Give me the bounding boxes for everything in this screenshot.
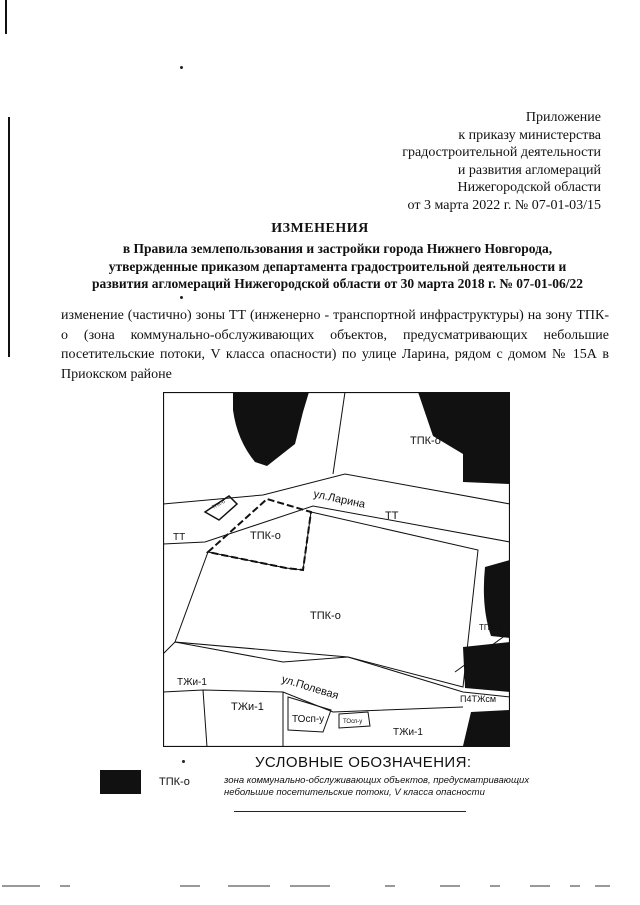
zone-label-tiny-tpk: ТПК-о: [211, 498, 227, 511]
subtitle-line: утвержденные приказом департамента градостроительной деятельности и: [108, 258, 567, 274]
zone-label-p4tzhsm: П4ТЖсм: [460, 694, 497, 704]
legend-divider: [234, 811, 466, 812]
scan-edge-left: [8, 117, 10, 357]
subtitle-line: в Правила землепользования и застройки города Нижнего Новгорода,: [122, 241, 553, 256]
street-label-polevaya: ул.Полевая: [280, 673, 340, 703]
zone-label-tt-left: ТТ: [173, 532, 186, 543]
legend-description: [224, 775, 544, 799]
appendix-line: градостроительной деятельности: [402, 145, 601, 160]
document-subtitle: [60, 240, 615, 293]
legend-title: УСЛОВНЫЕ ОБОЗНАЧЕНИЯ:: [255, 754, 472, 771]
zone-label-tpk-center: ТПК-о: [310, 610, 341, 622]
scan-speck: [182, 760, 185, 763]
street-label-larina: ул.Ларина: [312, 488, 367, 511]
zone-label-tji-mid: ТЖи-1: [231, 701, 264, 713]
appendix-line: Нижегородской области: [457, 180, 601, 195]
zoning-map: [163, 392, 510, 747]
appendix-line: и развития агломераций: [457, 162, 601, 178]
scan-speck: [180, 66, 183, 69]
zone-label-tpk-small: ТПК-о: [250, 530, 281, 542]
zone-label-tosp-small: ТОсп-у: [343, 719, 363, 725]
zone-label-tpk-right: ТПК-о: [479, 623, 502, 632]
appendix-line: от 3 марта 2022 г. № 07-01-03/15: [407, 197, 601, 213]
appendix-block: [301, 109, 601, 214]
scan-edge-top-left: [5, 0, 7, 34]
zone-label-tt-street: ТТ: [385, 510, 399, 522]
zoning-map-drawing: [163, 392, 510, 747]
appendix-line: к приказу министерства: [458, 127, 601, 143]
scan-bottom-marks: [0, 884, 640, 890]
zone-label-tji-bottom: ТЖи-1: [393, 727, 423, 738]
document-title: ИЗМЕНЕНИЯ: [271, 221, 369, 236]
legend-swatch: [100, 770, 141, 794]
zone-label-tji-left: ТЖи-1: [177, 677, 207, 688]
change-description: изменение (частично) зоны ТТ (инженерно - транспортной инфраструктуры) на зону ТПК-о (зона коммунально-обслуживающих объектов, предусматривающих небольшие посетительские потоки, V класса опасности) по улице Ларина, рядом с домом № 15А в Приокском районе: [61, 308, 609, 382]
subtitle-line: развития агломераций Нижегородской области от 30 марта 2018 г. № 07-01-06/22: [91, 276, 584, 291]
scan-speck: [180, 296, 183, 299]
legend-description-line: зона коммунально-обслуживающих объектов, предусматривающих: [224, 775, 530, 786]
zone-label-tosp: ТОсп-у: [292, 714, 325, 725]
legend-description-line: небольшие посетительские потоки, V класса опасности: [224, 787, 485, 798]
zone-label-tpk-top-right: ТПК-о: [410, 435, 441, 447]
appendix-line: Приложение: [525, 110, 601, 125]
legend-code: ТПК-о: [159, 776, 190, 788]
